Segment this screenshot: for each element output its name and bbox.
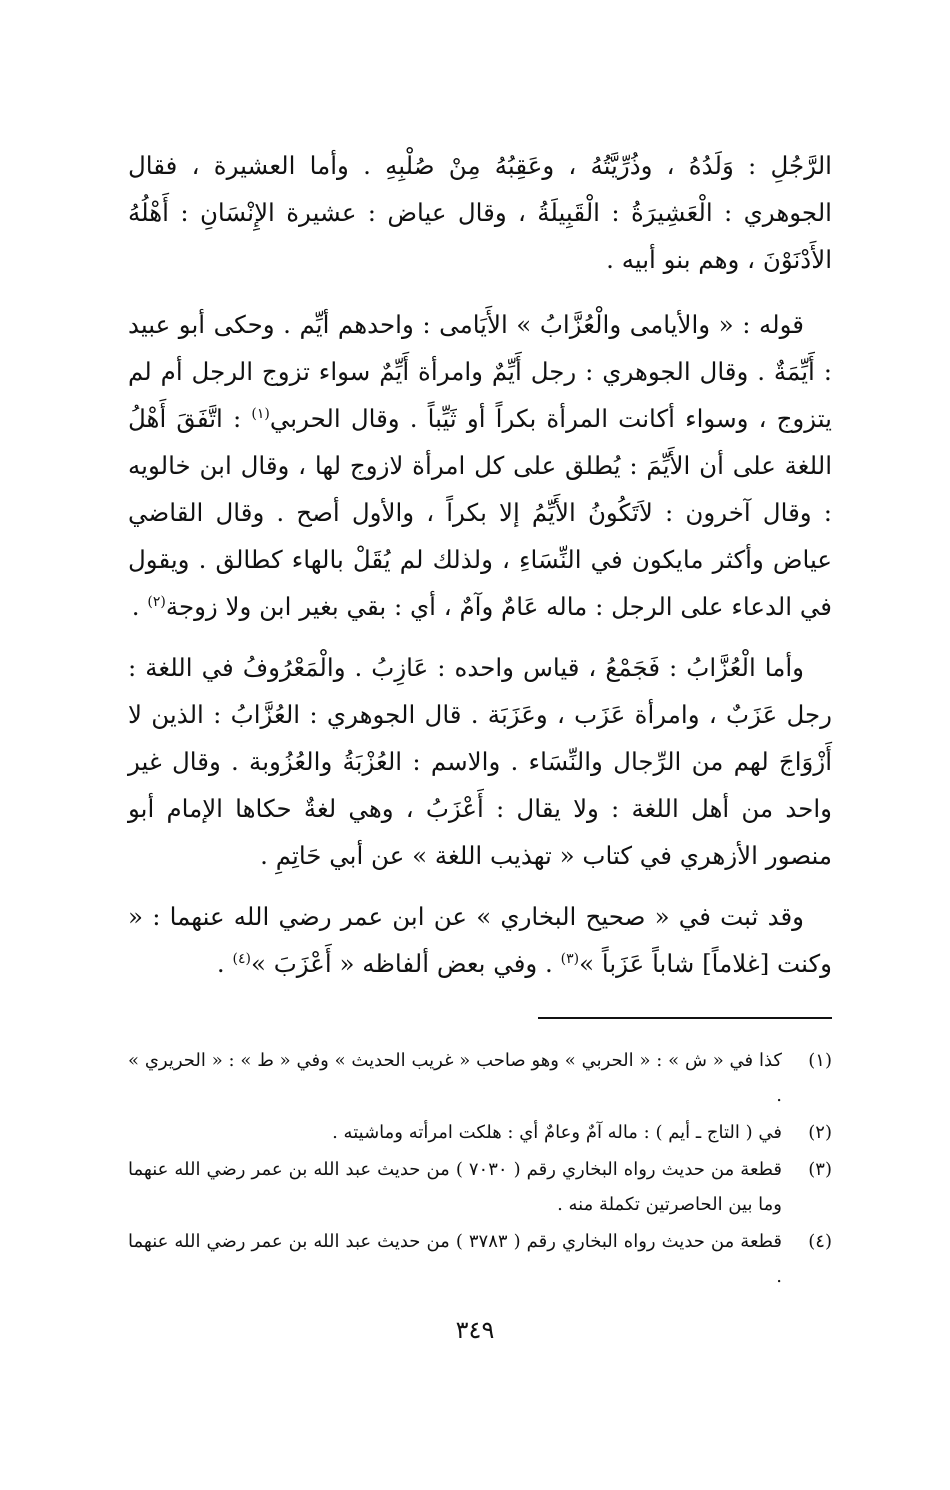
footnote-number: (١) <box>808 1050 832 1071</box>
footnote-number: (٣) <box>808 1159 832 1180</box>
page-number: ٣٤٩ <box>455 1316 495 1344</box>
footnote-item <box>128 1043 832 1113</box>
footnote-number: (٢) <box>808 1122 832 1143</box>
footnote-text: كذا في « ش » : « الحربي » وهو صاحب « غريب الحديث » وفي « ط » : « الحريري » . <box>128 1050 782 1106</box>
paragraph-3 <box>128 644 832 879</box>
footnote-text: قطعة من حديث رواه البخاري رقم ( ٣٧٨٣ ) من حديث عبد الله بن عمر رضي الله عنهما . <box>128 1231 783 1287</box>
paragraph-2-end: . <box>131 592 148 621</box>
footnote-item <box>128 1224 832 1294</box>
footnote-divider <box>538 1017 832 1019</box>
paragraph-1-text: الرَّجُلِ : وَلَدُهُ ، وذُرِّيَّتُهُ ، وعَقِبُهُ مِنْ صُلْبِهِ . وأما العشيرة ، فقال الجوهري : الْعَشِيرَةُ : الْقَبِيلَةُ ، وقال عياض : عشيرة الإِنْسَانِ : أَهْلُهُ الأَدْنَوْنَ ، وهم بنو أبيه . <box>128 151 832 274</box>
footnote-ref-2[interactable]: (٢) <box>147 593 166 610</box>
footnote-ref-1[interactable]: (١) <box>251 405 270 422</box>
paragraph-4-text-cont: . وفي بعض ألفاظه « أَعْزَبَ » <box>250 949 561 978</box>
footnote-text: قطعة من حديث رواه البخاري رقم ( ٧٠٣٠ ) من حديث عبد الله بن عمر رضي الله عنهما وما بين الحاصرتين تكملة منه . <box>128 1159 783 1215</box>
main-text <box>128 142 832 987</box>
paragraph-2-text-cont: : اتَّفَقَ أَهْلُ اللغة على أن الأَيِّمَ : يُطلق على كل امرأة لازوج لها ، وقال ابن خالويه : وقال آخرون : لاَتَكُونُ الأَيِّمُ إلا بكراً ، والأول أصح . وقال القاضي عياض وأكثر مايكون في النِّسَاءِ ، ولذلك لم يُقَلْ بالهاء كطالق . ويقول في الدعاء على الرجل : ماله عَامٌ وآمٌ ، أي : بقي بغير ابن ولا زوجة <box>128 404 832 621</box>
paragraph-4 <box>128 893 832 987</box>
footnote-item <box>128 1152 832 1222</box>
paragraph-4-end: . <box>216 949 233 978</box>
footnotes <box>128 1043 832 1294</box>
footnote-ref-4[interactable]: (٤) <box>232 950 251 967</box>
paragraph-3-text: وأما الْعُزَّابُ : فَجَمْعُ ، قياس واحده : عَازِبُ . والْمَعْرُوفُ في اللغة : رجل عَزَبٌ ، وامرأة عَزَب ، وعَزَبَة . قال الجوهري : العُزَّابُ : الذين لا أَزْوَاجَ لهم من الرِّجال والنِّسَاء . والاسم : العُزْبَةُ والعُزُوبة . وقال غير واحد من أهل اللغة : ولا يقال : أَعْزَبُ ، وهي لغةٌ حكاها الإمام أبو منصور الأزهري في كتاب « تهذيب اللغة » عن أبي حَاتِمِ . <box>128 653 832 870</box>
paragraph-1 <box>128 142 832 283</box>
paragraph-2-text: قوله : « والأيامى والْعُزَّابُ » الأَيَامى : واحدهم أيِّم . وحكى أبو عبيد : أَيِّمَةٌ . وقال الجوهري : رجل أَيِّمٌ وامرأة أَيِّمٌ سواء تزوج الرجل أم لم يتزوج ، وسواء أكانت المرأة بكراً أو ثَيِّباً . وقال الحربي <box>128 310 832 433</box>
footnote-ref-3[interactable]: (٣) <box>560 950 580 967</box>
footnote-number: (٤) <box>808 1231 832 1252</box>
paragraph-4-text: وقد ثبت في « صحيح البخاري » عن ابن عمر رضي الله عنهما : « وكنت [غلاماً] شاباً عَزَباً » <box>128 902 832 978</box>
footnote-item <box>128 1115 832 1150</box>
footnote-text: في ( التاج ـ أيم ) : ماله آمٌ وعامٌ أي : هلكت امرأته وماشيته . <box>332 1122 782 1143</box>
paragraph-2 <box>128 301 832 630</box>
